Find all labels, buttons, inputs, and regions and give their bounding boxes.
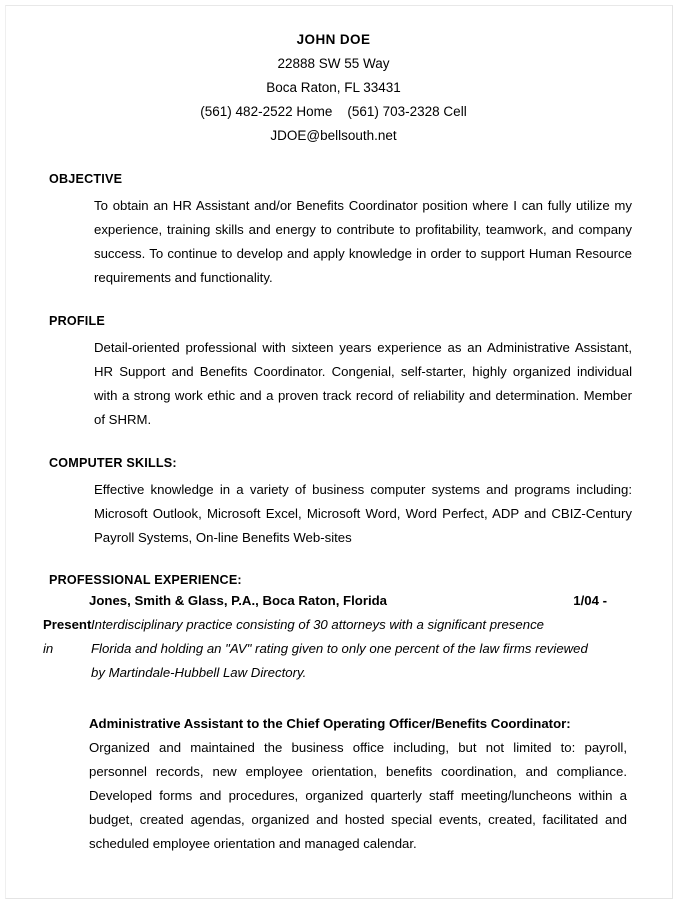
section-heading-profile: PROFILE [49, 314, 105, 328]
experience-description-row-1 [43, 613, 624, 637]
experience-dates-end: Present [43, 617, 92, 632]
section-computer-skills [43, 454, 632, 550]
section-heading-objective: OBJECTIVE [49, 172, 123, 186]
city-state-zip: Boca Raton, FL 33431 [266, 80, 401, 95]
section-profile [43, 312, 632, 432]
experience-description-line-3: by Martindale-Hubbell Law Directory. [91, 665, 307, 680]
section-body-profile: Detail-oriented professional with sixteen years experience as an Administrative Assistant, HR Support and Benefits Coordinator. Congenial, self-starter, highly organized individual with a strong work ethic and a proven track record of reliability and determination. Member of SHRM. [94, 340, 632, 427]
section-heading-computer-skills: COMPUTER SKILLS: [49, 456, 177, 470]
experience-description-gutter-2: in [43, 641, 54, 656]
experience-description-line-1: Interdisciplinary practice consisting of 30 attorneys with a significant presence [91, 617, 544, 632]
section-body-computer-skills: Effective knowledge in a variety of business computer systems and programs including: Microsoft Outlook, Microsoft Excel, Microsoft Word, Word Perfect, ADP and CBIZ-Century Payroll Systems, On-line Benefits Web-sites [94, 482, 632, 545]
experience-title-row [89, 589, 607, 613]
experience-dates-start: 1/04 - [573, 593, 607, 608]
phone-numbers: (561) 482-2522 Home (561) 703-2328 Cell [200, 104, 467, 119]
section-objective [43, 170, 632, 290]
candidate-name: JOHN DOE [296, 32, 371, 47]
email-address: JDOE@bellsouth.net [270, 128, 397, 143]
experience-role-body: Organized and maintained the business office including, but not limited to: payroll, personnel records, new employee orientation, benefits coordination, and compliance. Developed forms and procedures, organized quarterly staff meeting/luncheons within a budget, created agendas, organized and hosted special events, created, facilitated and scheduled employee orientation and managed calendar. [89, 740, 627, 851]
street-address: 22888 SW 55 Way [277, 56, 390, 71]
experience-role-title: Administrative Assistant to the Chief Operating Officer/Benefits Coordinator: [89, 716, 571, 731]
section-heading-professional-experience: PROFESSIONAL EXPERIENCE: [49, 573, 242, 587]
experience-employer: Jones, Smith & Glass, P.A., Boca Raton, Florida [89, 593, 388, 608]
experience-description-row-2 [43, 637, 624, 661]
section-body-objective: To obtain an HR Assistant and/or Benefits Coordinator position where I can fully utilize my experience, training skills and energy to contribute to profitability, teamwork, and company success. To continue to develop and apply knowledge in order to support Human Resource requirements and functionality. [94, 198, 632, 285]
resume-sheet [6, 6, 672, 898]
resume-header [43, 28, 624, 148]
section-professional-experience [43, 571, 627, 856]
document-page [5, 5, 673, 899]
experience-role-block [89, 712, 627, 856]
experience-description-line-2: Florida and holding an "AV" rating given to only one percent of the law firms reviewed [91, 641, 588, 656]
